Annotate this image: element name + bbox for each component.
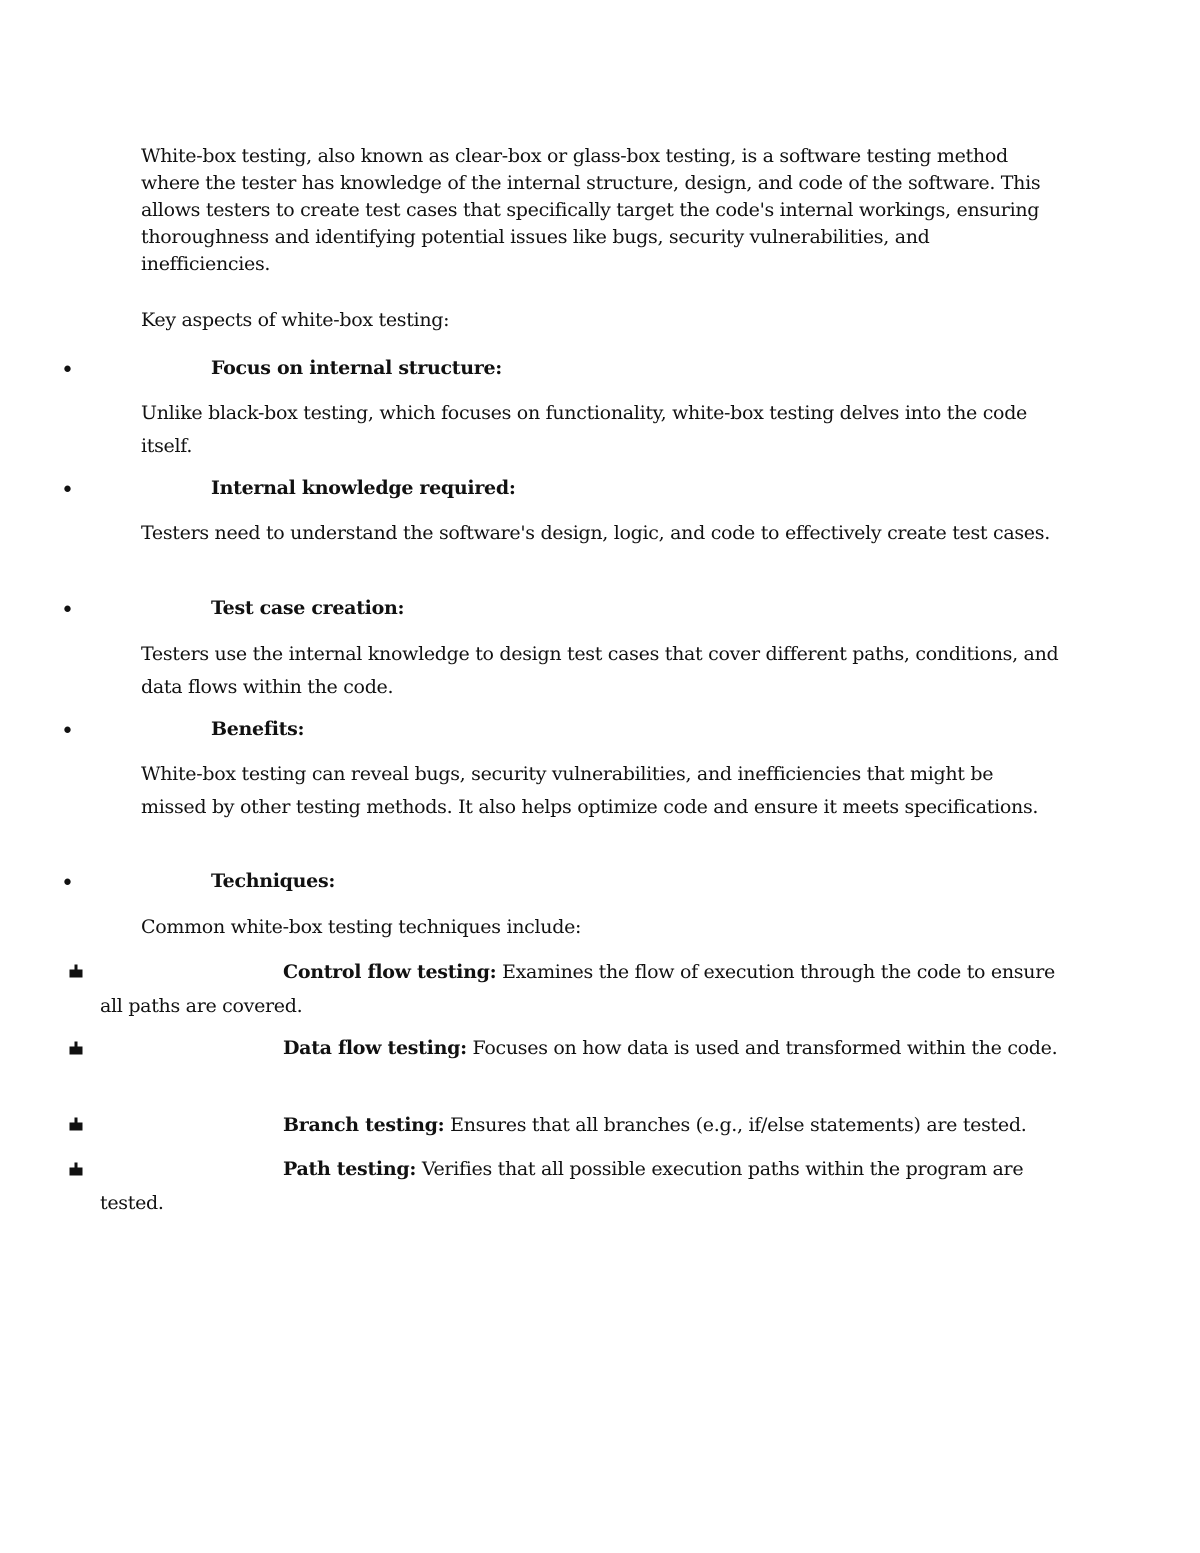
aspect-heading: Focus on internal structure: bbox=[211, 357, 502, 379]
intro-line: White-box testing, also known as clear-box or glass-box testing, is a software testing method bbox=[141, 145, 1008, 167]
aspect-text: Unlike black-box testing, which focuses on functionality, white-box testing delves into the code itself. bbox=[141, 402, 1028, 457]
intro-paragraph bbox=[141, 143, 1041, 278]
aspect-heading: Test case creation: bbox=[211, 597, 405, 619]
intro-line: inefficiencies. bbox=[141, 253, 271, 275]
intro-line: allows testers to create test cases that specifically target the code's internal workings, ensuring bbox=[141, 199, 1040, 221]
pointing-hand-icon bbox=[69, 1041, 83, 1055]
intro-line: thoroughness and identifying potential issues like bugs, security vulnerabilities, and bbox=[141, 226, 930, 248]
technique-item bbox=[100, 1108, 1060, 1142]
pointing-hand-icon bbox=[69, 1162, 83, 1176]
aspect-text: Testers need to understand the software's design, logic, and code to effectively create test cases. bbox=[141, 522, 1050, 544]
key-aspects-label: Key aspects of white-box testing: bbox=[141, 309, 450, 331]
bullet-icon: • bbox=[61, 358, 74, 383]
aspect-heading: Benefits: bbox=[211, 718, 305, 740]
intro-line: where the tester has knowledge of the internal structure, design, and code of the software. This bbox=[141, 172, 1041, 194]
aspect-text: Common white-box testing techniques include: bbox=[141, 916, 582, 938]
aspect-text: White-box testing can reveal bugs, security vulnerabilities, and inefficiencies that might be missed by other testing methods. It also helps optimize code and ensure it meets specifications. bbox=[141, 763, 1039, 818]
technique-desc: Ensures that all branches (e.g., if/else statements) are tested. bbox=[450, 1114, 1027, 1136]
bullet-icon: • bbox=[61, 478, 74, 503]
technique-item bbox=[100, 955, 1060, 1023]
bullet-icon: • bbox=[61, 871, 74, 896]
pointing-hand-icon bbox=[69, 1117, 83, 1131]
technique-desc: Focuses on how data is used and transformed within the code. bbox=[472, 1037, 1058, 1059]
aspect-heading: Internal knowledge required: bbox=[211, 477, 516, 499]
technique-term: Data flow testing: bbox=[283, 1037, 467, 1059]
technique-desc: Examines the flow of execution through the code to ensure all paths are covered. bbox=[100, 961, 1055, 1017]
technique-item bbox=[100, 1152, 1060, 1220]
aspect-text: Testers use the internal knowledge to design test cases that cover different paths, conditions, and data flows within the code. bbox=[141, 643, 1059, 698]
technique-term: Control flow testing: bbox=[283, 961, 497, 983]
aspect-heading: Techniques: bbox=[211, 870, 336, 892]
technique-term: Path testing: bbox=[283, 1158, 417, 1180]
technique-term: Branch testing: bbox=[283, 1114, 445, 1136]
technique-desc: Verifies that all possible execution paths within the program are tested. bbox=[100, 1158, 1024, 1214]
bullet-icon: • bbox=[61, 719, 74, 744]
bullet-icon: • bbox=[61, 598, 74, 623]
pointing-hand-icon bbox=[69, 964, 83, 978]
technique-item bbox=[100, 1031, 1060, 1065]
